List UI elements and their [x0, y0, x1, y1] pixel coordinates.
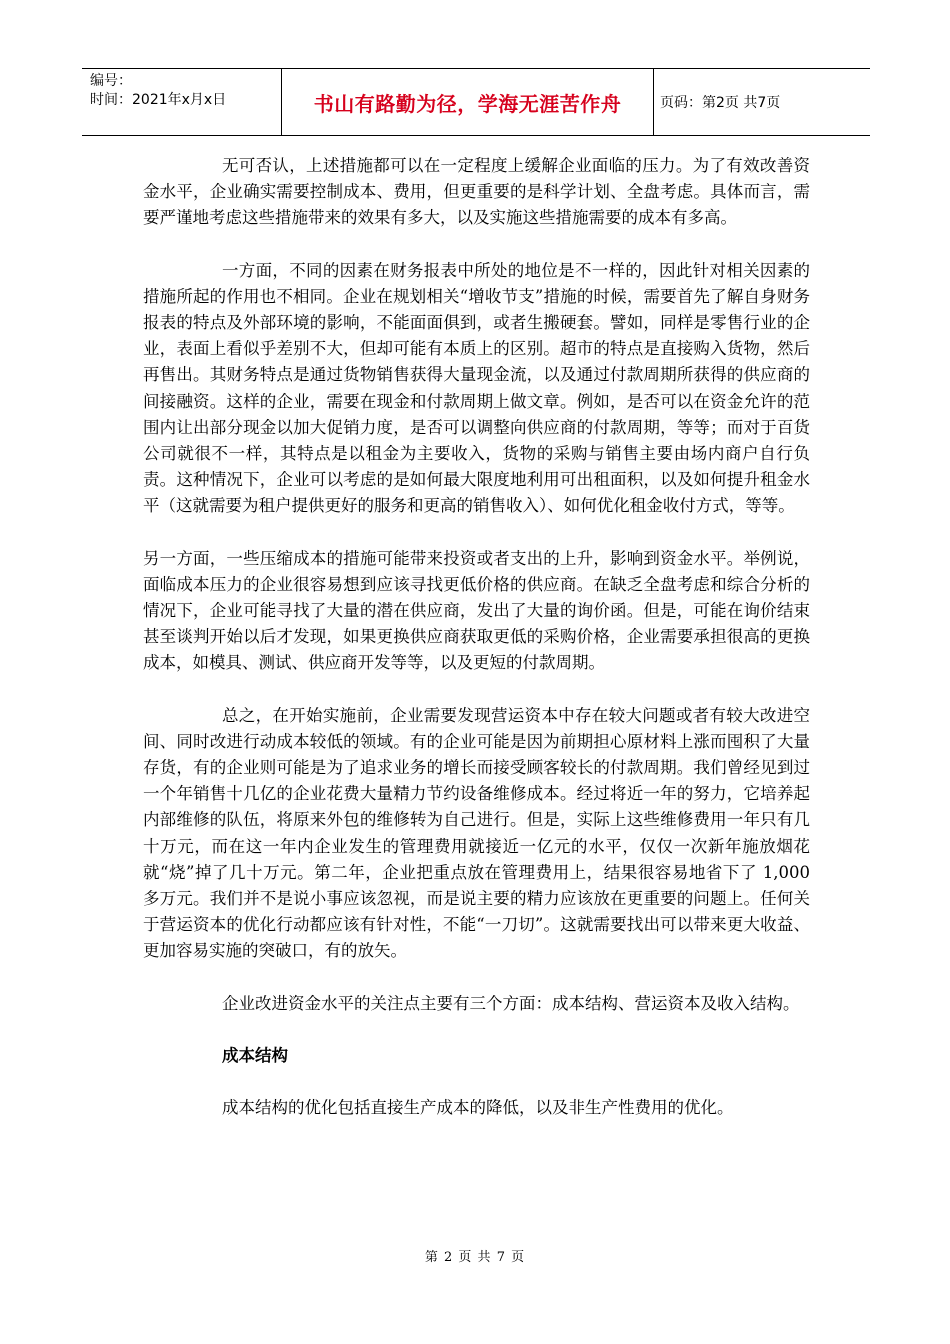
- header-meta: [82, 69, 282, 135]
- page-header: [82, 68, 870, 136]
- section-heading: 成本结构: [222, 1045, 288, 1065]
- paragraph-1: 无可否认，上述措施都可以在一定程度上缓解企业面临的压力。为了有效改善资金水平，企业确实需要控制成本、费用，但更重要的是科学计划、全盘考虑。具体而言，需要严谨地考虑这些措施带来的效果有多大，以及实施这些措施需要的成本有多高。: [143, 156, 810, 228]
- paragraph-6: 成本结构的优化包括直接生产成本的降低，以及非生产性费用的优化。: [222, 1098, 734, 1118]
- paragraph-5: 企业改进资金水平的关注点主要有三个方面：成本结构、营运资本及收入结构。: [222, 993, 800, 1013]
- header-motto: 书山有路勤为径，学海无涯苦作舟: [282, 69, 654, 135]
- document-body: [143, 153, 810, 1147]
- paragraph-4: 总之，在开始实施前，企业需要发现营运资本中存在较大问题或者有较大改进空间、同时改进行动成本较低的领域。有的企业可能是因为前期担心原材料上涨而囤积了大量存货，有的企业则可能是为了追求业务的增长而接受顾客较长的付款周期。我们曾经见到过一个年销售十几亿的企业花费大量精力节约设备维修成本。经过将近一年的努力，它培养起内部维修的队伍，将原来外包的维修转为自己进行。但是，实际上这些维修费用一年只有几十万元，而在这一年内企业发生的管理费用就接近一亿元的水平，仅仅一次新年施放烟花就“烧”掉了几十万元。第二年，企业把重点放在管理费用上，结果很容易地省下了 1,000 多万元。我们并不是说小事应该忽视，而是说主要的精力应该放在更重要的问题上。任何关于营运资本的优化行动都应该有针对性，不能“一刀切”。这就需要找出可以带来更大收益、更加容易实施的突破口，有的放矢。: [143, 705, 810, 961]
- header-page-label: 页码：第2页 共7页: [660, 95, 781, 111]
- paragraph-2: 一方面，不同的因素在财务报表中所处的地位是不一样的，因此针对相关因素的措施所起的作用也不相同。企业在规划相关“增收节支”措施的时候，需要首先了解自身财务报表的特点及外部环境的影响，不能面面俱到，或者生搬硬套。譬如，同样是零售行业的企业，表面上看似乎差别不大，但却可能有本质上的区别。超市的特点是直接购入货物，然后再售出。其财务特点是通过货物销售获得大量现金流，以及通过付款周期所获得的供应商的间接融资。这样的企业，需要在现金和付款周期上做文章。例如，是否可以在资金允许的范围内让出部分现金以加大促销力度，是否可以调整向供应商的付款周期，等等；而对于百货公司就很不一样，其特点是以租金为主要收入，货物的采购与销售主要由场内商户自行负责。这种情况下，企业可以考虑的是如何最大限度地利用可出租面积，以及如何提升租金水平（这就需要为租户提供更好的服务和更高的销售收入）、如何优化租金收付方式，等等。: [143, 260, 810, 516]
- header-time-label: 时间：2021年x月x日: [90, 92, 227, 108]
- page-footer: 第 2 页 共 7 页: [424, 1250, 526, 1265]
- paragraph-3: 另一方面，一些压缩成本的措施可能带来投资或者支出的上升，影响到资金水平。举例说，面临成本压力的企业很容易想到应该寻找更低价格的供应商。在缺乏全盘考虑和综合分析的情况下，企业可能寻找了大量的潜在供应商，发出了大量的询价函。但是，可能在询价结束甚至谈判开始以后才发现，如果更换供应商获取更低的采购价格，企业需要承担很高的更换成本，如模具、测试、供应商开发等等，以及更短的付款周期。: [143, 548, 810, 673]
- header-number-label: 编号：: [90, 73, 132, 89]
